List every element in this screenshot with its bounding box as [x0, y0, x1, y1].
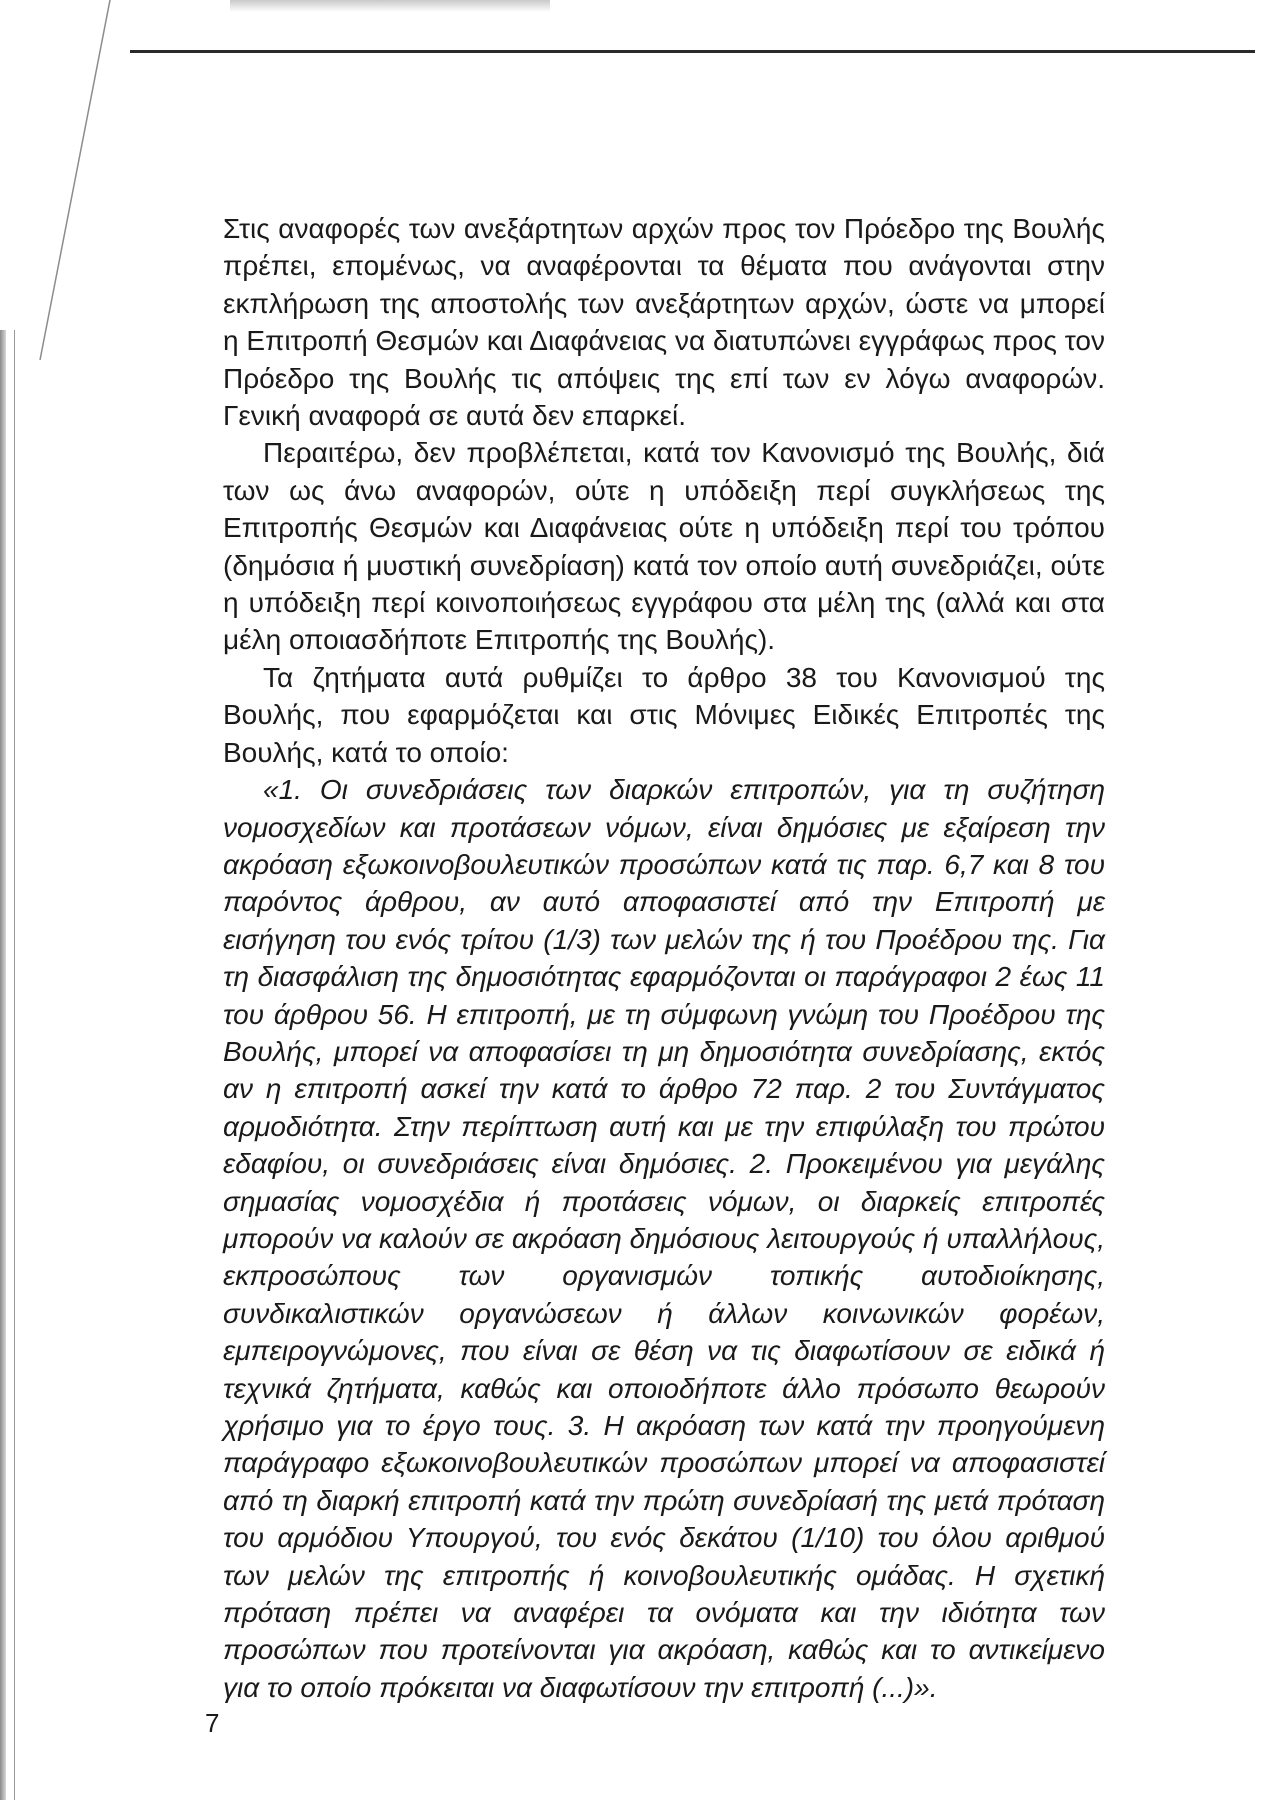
paragraph-3: Τα ζητήματα αυτά ρυθμίζει το άρθρο 38 του Κανονισμού της Βουλής, που εφαρμόζεται και στις Μόνιμες Ειδικές Επιτροπές της Βουλής, κατά το οποίο: — [223, 661, 1105, 768]
scan-shadow — [230, 0, 550, 12]
paragraph-1: Στις αναφορές των ανεξάρτητων αρχών προς τον Πρόεδρο της Βουλής πρέπει, επομένως, να αναφέρονται τα θέματα που ανάγονται στην εκπλήρωση της αποστολής των ανεξάρτητων αρχών, ώστε να μπορεί η Επιτροπή Θεσμών και Διαφάνειας να διατυπώνει εγγράφως προς τον Πρόεδρο της Βουλής τις απόψεις της επί των εν λόγω αναφορών. Γενική αναφορά σε αυτά δεν επαρκεί. — [223, 213, 1105, 432]
header-rule — [130, 50, 1255, 53]
scan-left-edge-line — [14, 330, 15, 1800]
document-body — [223, 210, 1105, 1706]
page-number: 7 — [205, 1708, 220, 1738]
paragraph-2: Περαιτέρω, δεν προβλέπεται, κατά τον Κανονισμό της Βουλής, διά των ως άνω αναφορών, ούτε η υπόδειξη περί συγκλήσεως της Επιτροπής Θεσμών και Διαφάνειας ούτε η υπόδειξη περί του τρόπου (δημόσια ή μυστική συνεδρίαση) κατά τον οποίο αυτή συνεδριάζει, ούτε η υπόδειξη περί κοινοποιήσεως εγγράφου στα μέλη της (αλλά και στα μέλη οποιασδήποτε Επιτροπής της Βουλής). — [223, 437, 1105, 656]
page-fold-edge — [0, 0, 140, 360]
scan-left-edge — [0, 330, 6, 1800]
quoted-article-text: «1. Οι συνεδριάσεις των διαρκών επιτροπών, για τη συζήτηση νομοσχεδίων και προτάσεων νόμων, είναι δημόσιες με εξαίρεση την ακρόαση εξωκοινοβουλευτικών προσώπων κατά τις παρ. 6,7 και 8 του παρόντος άρθρου, αν αυτό αποφασιστεί από την Επιτροπή με εισήγηση του ενός τρίτου (1/3) των μελών της ή του Προέδρου της. Για τη διασφάλιση της δημοσιότητας εφαρμόζονται οι παράγραφοι 2 έως 11 του άρθρου 56. Η επιτροπή, με τη σύμφωνη γνώμη του Προέδρου της Βουλής, μπορεί να αποφασίσει τη μη δημοσιότητα συνεδρίασης, εκτός αν η επιτροπή ασκεί την κατά το άρθρο 72 παρ. 2 του Συντάγματος αρμοδιότητα. Στην περίπτωση αυτή και με την επιφύλαξη του πρώτου εδαφίου, οι συνεδριάσεις είναι δημόσιες. 2. Προκειμένου για μεγάλης σημασίας νομοσχέδια ή προτάσεις νόμων, οι διαρκείς επιτροπές μπορούν να καλούν σε ακρόαση δημόσιους λειτουργούς ή υπαλλήλους, εκπροσώπους των οργανισμών τοπικής αυτοδιοίκησης, συνδικαλιστικών οργανώσεων ή άλλων κοινωνικών φορέων, εμπειρογνώμονες, που είναι σε θέση να τις διαφωτίσουν σε ειδικά ή τεχνικά ζητήματα, καθώς και οποιοδήποτε άλλο πρόσωπο θεωρούν χρήσιμο για το έργο τους. 3. Η ακρόαση των κατά την προηγούμενη παράγραφο εξωκοινοβουλευτικών προσώπων μπορεί να αποφασιστεί από τη διαρκή επιτροπή κατά την πρώτη συνεδρίασή της μετά πρόταση του αρμόδιου Υπουργού, του ενός δεκάτου (1/10) του όλου αριθμού των μελών της επιτροπής ή κοινοβουλευτικής ομάδας. Η σχετική πρόταση πρέπει να αναφέρει τα ονόματα και την ιδιότητα των προσώπων που προτείνονται για ακρόαση, καθώς και το αντικείμενο για το οποίο πρόκειται να διαφωτίσουν την επιτροπή (...)». — [223, 774, 1105, 1703]
